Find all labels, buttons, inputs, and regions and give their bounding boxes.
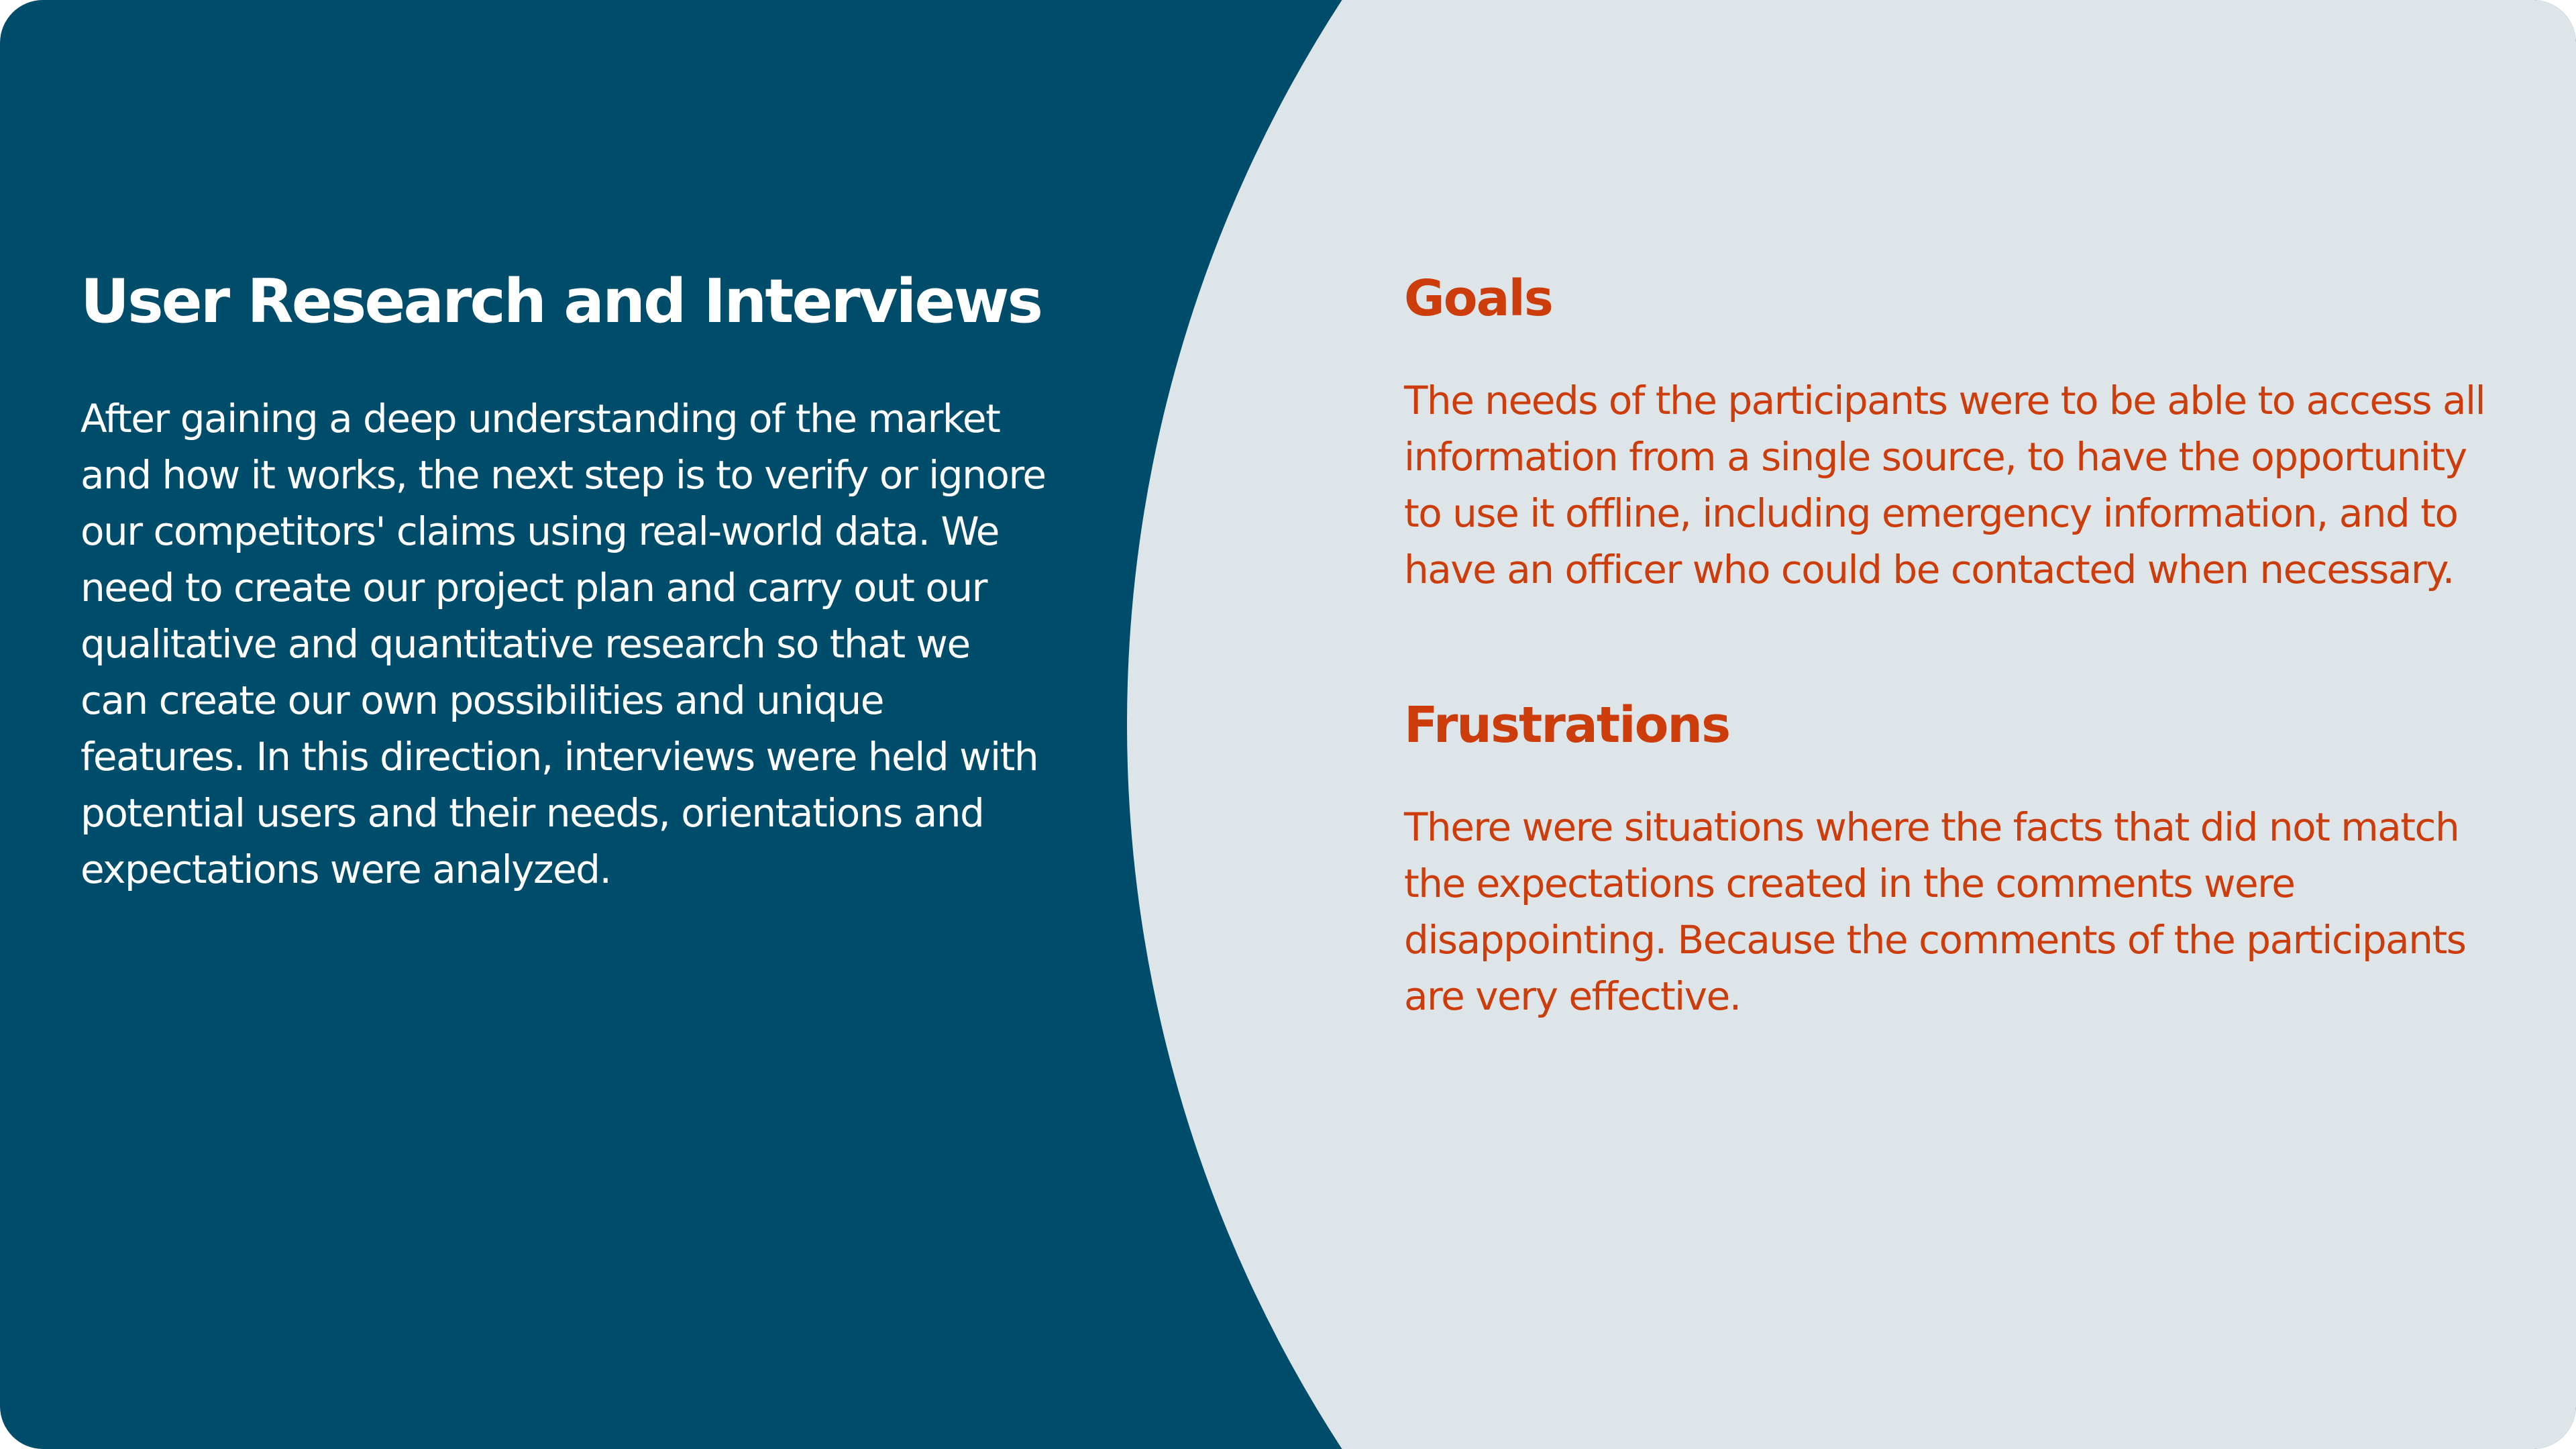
frustrations-text: There were situations where the facts that did not match the expectations created in the comments were disappointing. Because the comments of the participants are very effective.	[1404, 804, 2466, 1019]
frustrations-heading: Frustrations	[1404, 696, 1730, 754]
left-column	[80, 262, 1046, 898]
goals-text: The needs of the participants were to be able to access all information from a single source, to have the opportunity to use it offline, including emergency information, and to have an officer who could be contacted when necessary.	[1404, 378, 2485, 592]
goals-heading: Goals	[1404, 270, 1552, 327]
intro-paragraph: After gaining a deep understanding of the market and how it works, the next step is to verify or ignore our competitors' claims using real-world data. We need to create our project plan and carry out our qualitative and quantitative research so that we can create our own possibilities and unique features. In this direction, interviews were held with potential users and their needs, orientations and expectations were analyzed.	[80, 396, 1046, 892]
page-title: User Research and Interviews	[80, 266, 1042, 337]
right-column	[1404, 265, 2491, 1024]
